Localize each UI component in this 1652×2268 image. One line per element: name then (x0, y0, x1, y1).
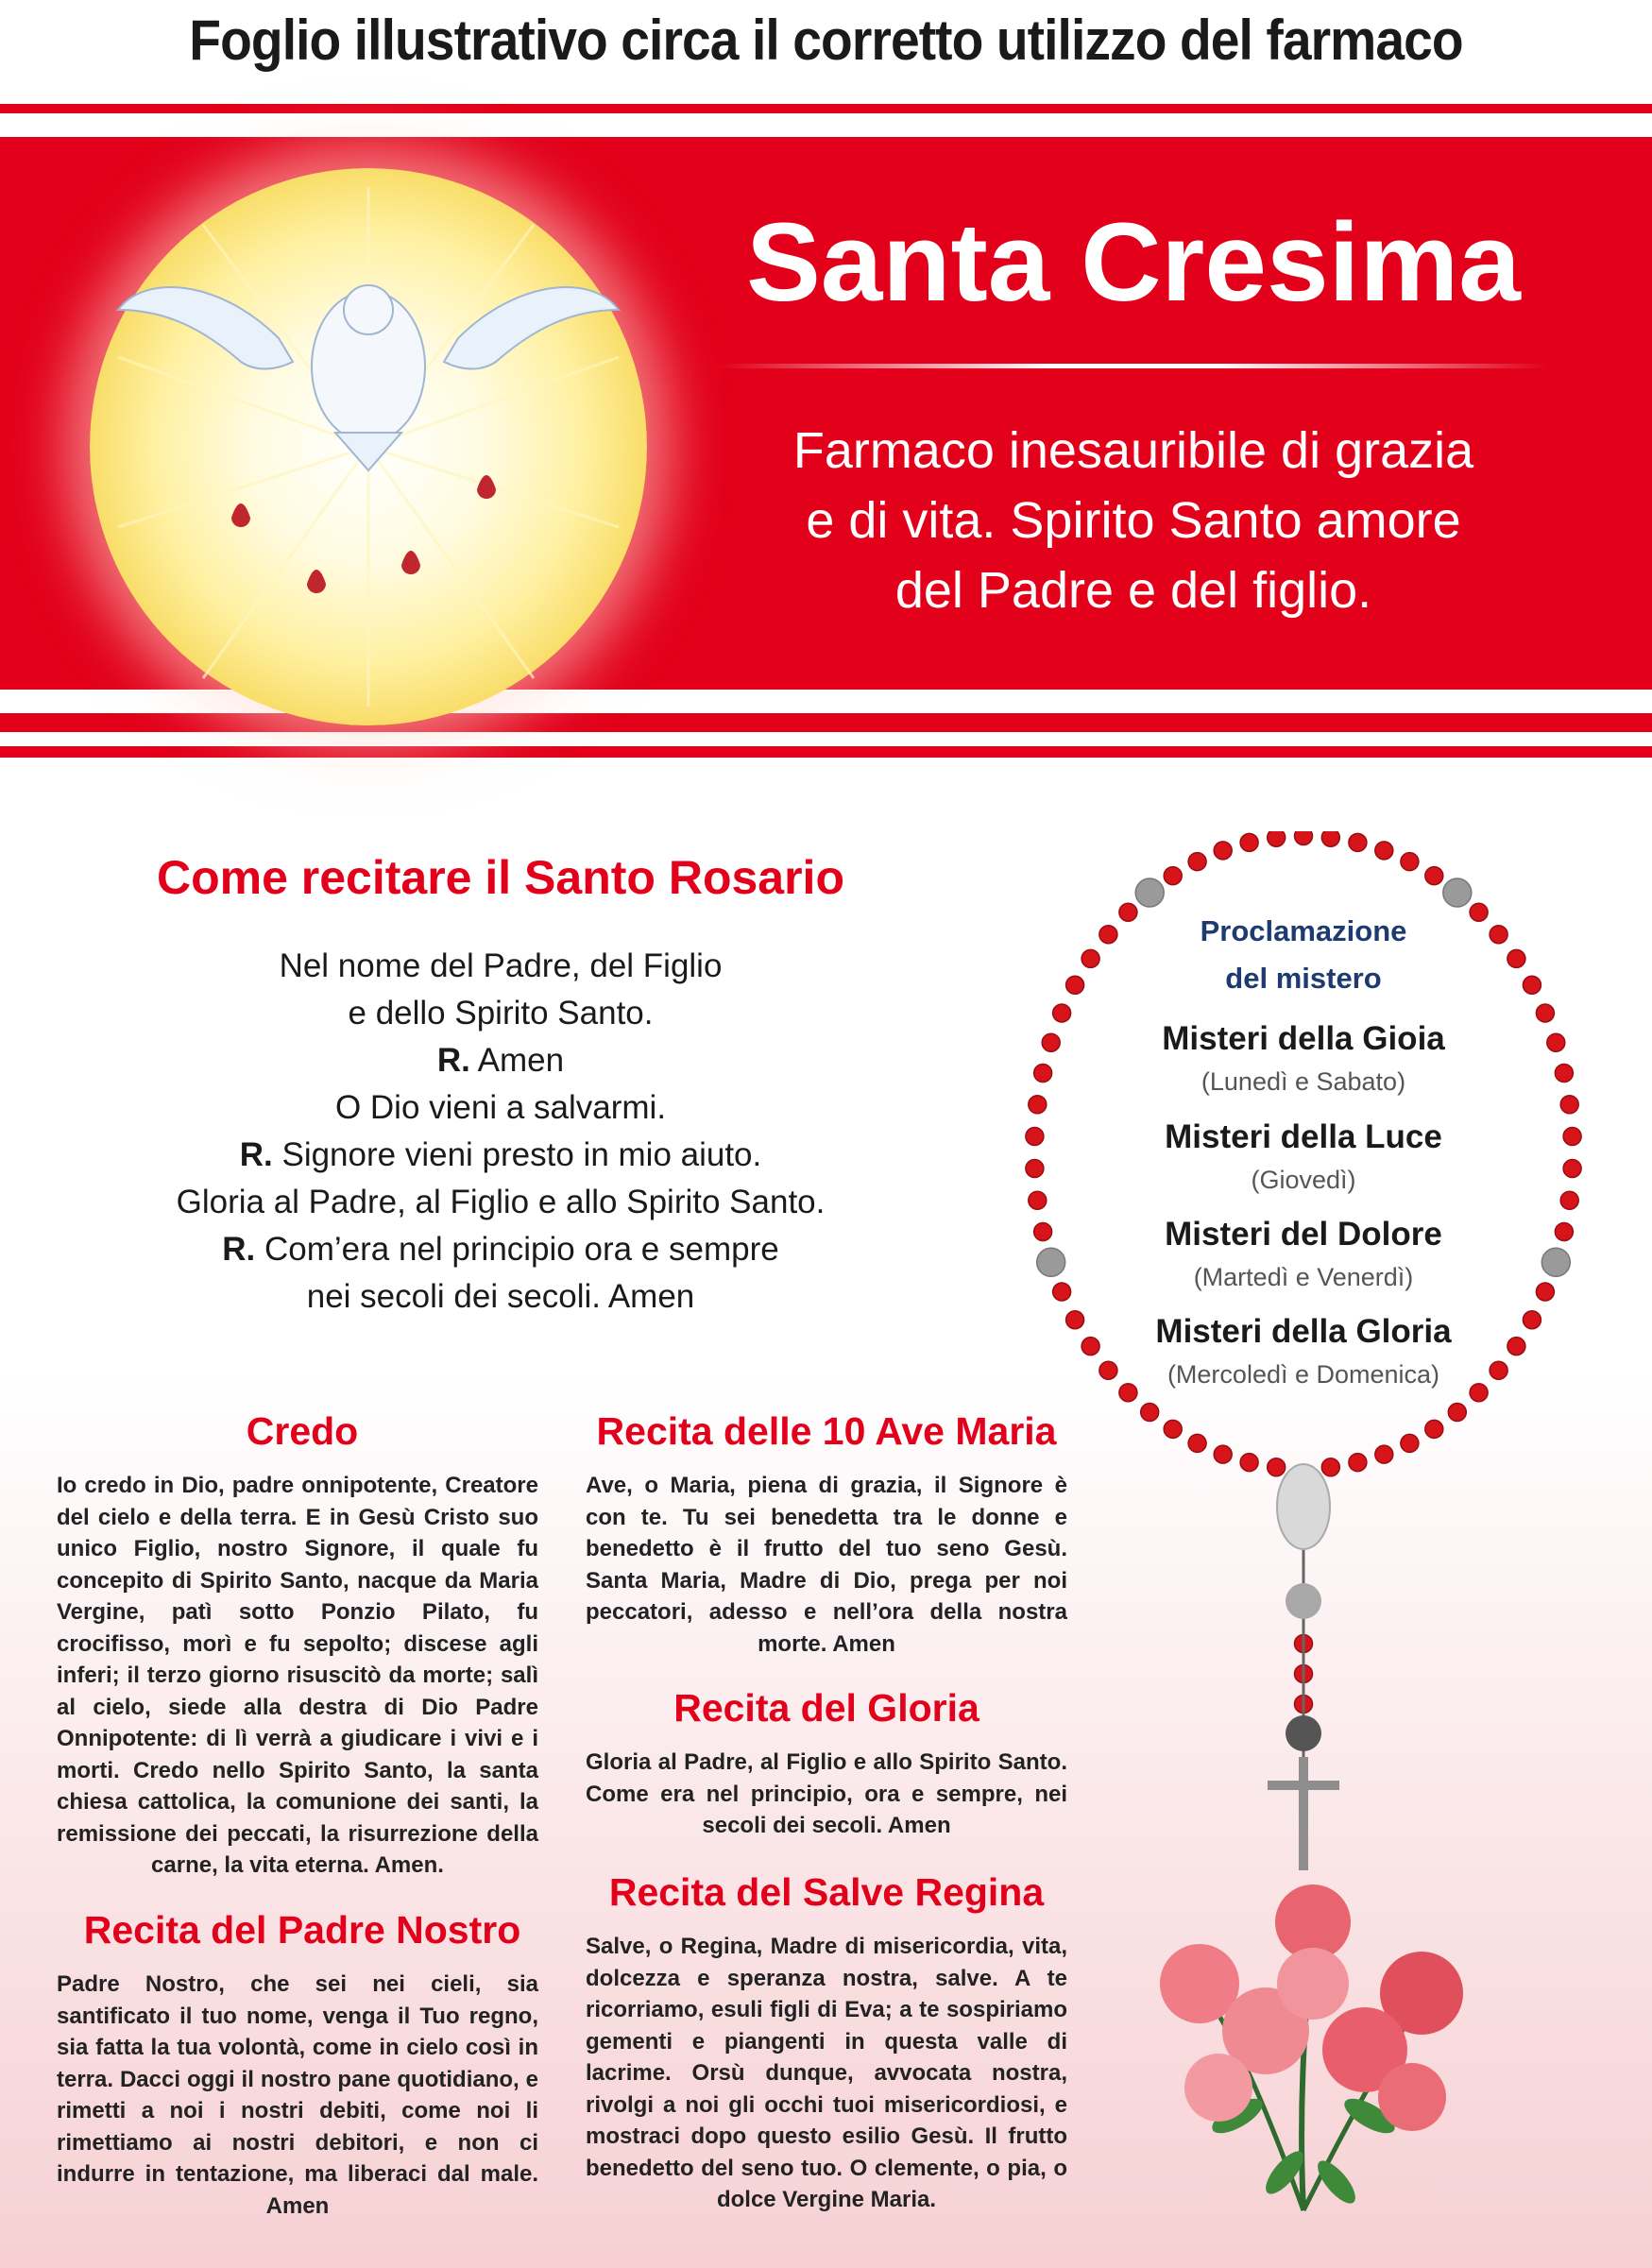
rosary-bead (1188, 853, 1206, 871)
rosary-bead (1448, 1404, 1466, 1422)
rosary-bead (1034, 1223, 1052, 1241)
credo-text: Io credo in Dio, padre onnipotente, Creatore del cielo e della terra. E in Gesù Cristo suo unico Figlio, nostro Signore, il quale fu concepito di Spirito Santo, nacque da Maria Vergine, patì sotto Ponzio Pilato, fu crocifisso, morì e fu sepolto; discese agli inferi; il terzo giorno risuscitò da morte; salì al cielo, siede alla destra di Dio Padre Onnipotente: di lì verrà a giudicare i vivi e i morti. Credo nello Spirito Santo, la santa chiesa cattolica, la comunione dei santi, la remissione dei peccati, la risurrezione della carne, la vita eterna. Amen. (57, 1473, 538, 1878)
mystery-days: (Martedì e Venerdì) (1193, 1263, 1414, 1291)
mystery-days: (Lunedì e Sabato) (1201, 1067, 1406, 1096)
hero-title: Santa Cresima (746, 200, 1521, 325)
rosary-bead (1560, 1191, 1578, 1209)
salve-regina-text: Salve, o Regina, Madre di misericordia, vita, dolcezza e speranza nostra, salve. A te ricorriamo, esuli figli di Eva; a te sospiriamo gementi e piangenti in questa valle di lacrime. Orsù dunque, avvocata nostra, rivolgi a noi gli occhi tuoi misericordiosi, e mostraci dopo questo esilio Gesù. Il frutto benedetto del seno tuo. O clemente, o pia, o dolce Vergine Maria. (586, 1934, 1067, 2212)
intro-line: Gloria al Padre, al Figlio e allo Spirito Santo. (176, 1184, 826, 1220)
padre-nostro-text: Padre Nostro, che sei nei cieli, sia santificato il tuo nome, venga il Tuo regno, sia fatta la tua volontà, come in cielo così in terra. Dacci oggi il nostro pane quotidiano, e rimetti a noi i nostri debiti, come noi li rimettiamo ai nostri debitori, e non ci indurre in tentazione, ma liberaci dal male. Amen (57, 1971, 538, 2219)
padre-nostro-title: Recita del Padre Nostro (83, 1908, 521, 1952)
hero-subtitle-line: e di vita. Spirito Santo amore (806, 492, 1461, 549)
rosary-bead (1349, 1454, 1367, 1472)
rosary-bead-large (1135, 878, 1164, 907)
gloria-title: Recita del Gloria (673, 1686, 979, 1730)
intro-line: Nel nome del Padre, del Figlio (279, 947, 723, 984)
rosary-bead (1563, 1128, 1581, 1146)
credo-title: Credo (246, 1409, 359, 1453)
rosary-bead (1026, 1128, 1044, 1146)
proclamation-line: Proclamazione (1200, 914, 1407, 947)
mystery-title: Misteri della Gloria (1155, 1313, 1452, 1350)
rosary-bead-large (1541, 1248, 1570, 1276)
mystery-days: (Mercoledì e Domenica) (1167, 1360, 1440, 1389)
rosary-bead (1401, 853, 1419, 871)
rosary-bead (1053, 1004, 1071, 1022)
mystery-title: Misteri della Luce (1165, 1118, 1442, 1155)
rosary-bead (1321, 1458, 1339, 1476)
mystery-title: Misteri della Gioia (1162, 1020, 1445, 1057)
rosary-bead (1523, 976, 1541, 994)
rosary-bead (1295, 831, 1313, 845)
rosary-bead (1029, 1096, 1047, 1114)
rosary-bead-large (1443, 878, 1472, 907)
rosary-bead (1375, 1445, 1393, 1463)
rosary-bead (1507, 949, 1525, 967)
rosary-bead (1029, 1191, 1047, 1209)
flowers-icon (1160, 1884, 1463, 2210)
rosary-bead (1555, 1065, 1573, 1083)
rosary-bead (1349, 833, 1367, 851)
banner-stripe-2 (0, 746, 1652, 758)
gloria-text: Gloria al Padre, al Figlio e allo Spirito Santo. Come era nel principio, ora e sempre, nei secoli dei secoli. Amen (586, 1749, 1067, 1838)
rosary-bead (1560, 1096, 1578, 1114)
rosary-bead (1536, 1283, 1554, 1301)
rosary-bead (1214, 1445, 1232, 1463)
rosary-bead (1425, 867, 1443, 885)
dove-medallion (90, 168, 647, 725)
rosary-bead (1240, 833, 1258, 851)
hero-subtitle-line: del Padre e del figlio. (894, 562, 1372, 619)
intro-line: e dello Spirito Santo. (348, 995, 654, 1032)
rosary-bead (1240, 1454, 1258, 1472)
rosary-bead (1507, 1338, 1525, 1356)
rosary-bead (1053, 1283, 1071, 1301)
proclamation-line: del mistero (1225, 962, 1382, 995)
rosary-bead (1066, 976, 1084, 994)
rosary-bead (1081, 1338, 1099, 1356)
ave-maria-title: Recita delle 10 Ave Maria (596, 1409, 1057, 1453)
rosary-bead (1141, 1404, 1159, 1422)
rosary-bead (1268, 1458, 1286, 1476)
intro-line: nei secoli dei secoli. Amen (306, 1278, 695, 1315)
salve-regina-title: Recita del Salve Regina (608, 1870, 1045, 1914)
hero-subtitle-line: Farmaco inesauribile di grazia (792, 422, 1474, 479)
rosary-bead (1164, 867, 1182, 885)
page-title: Foglio illustrativo circa il corretto utilizzo del farmaco (189, 9, 1463, 72)
top-stripe (0, 104, 1652, 113)
rosary-bead (1536, 1004, 1554, 1022)
rosary-bead (1555, 1223, 1573, 1241)
rosary-bead (1214, 842, 1232, 860)
rosary-bead (1547, 1033, 1565, 1051)
intro-line: R. Amen (436, 1042, 565, 1079)
rosary-bead (1563, 1160, 1581, 1178)
rosary-bead (1081, 949, 1099, 967)
hero-divider (718, 364, 1549, 368)
cross-icon (1268, 1757, 1339, 1870)
intro-line: R. Signore vieni presto in mio aiuto. (239, 1136, 762, 1173)
rosary-bead (1042, 1033, 1060, 1051)
rosary-bead (1066, 1311, 1084, 1329)
rosary-bead (1523, 1311, 1541, 1329)
rosary-bead (1321, 831, 1339, 846)
rosary-title: Come recitare il Santo Rosario (156, 851, 844, 904)
ave-maria-text: Ave, o Maria, piena di grazia, il Signore è con te. Tu sei benedetta tra le donne e benedetto è il frutto del tuo seno Gesù. Santa Maria, Madre di Dio, prega per noi peccatori, adesso e nell’ora della nostra morte. Amen (586, 1473, 1067, 1657)
dove-icon (90, 168, 647, 725)
hero-subtitle (718, 416, 1549, 625)
rosary-bead (1026, 1160, 1044, 1178)
rosary-bead (1034, 1065, 1052, 1083)
rosary-bead-large (1037, 1248, 1065, 1276)
rosary-bead (1188, 1434, 1206, 1452)
mystery-days: (Giovedì) (1251, 1166, 1356, 1194)
rosary-bead (1268, 831, 1286, 846)
intro-line: R. Com’era nel principio ora e sempre (222, 1231, 779, 1268)
rosary-bead (1401, 1434, 1419, 1452)
intro-line: O Dio vieni a salvarmi. (334, 1089, 667, 1126)
rosary-bead (1164, 1420, 1182, 1438)
rosary-bead (1425, 1420, 1443, 1438)
rosary-bead (1375, 842, 1393, 860)
mystery-title: Misteri del Dolore (1165, 1216, 1442, 1253)
